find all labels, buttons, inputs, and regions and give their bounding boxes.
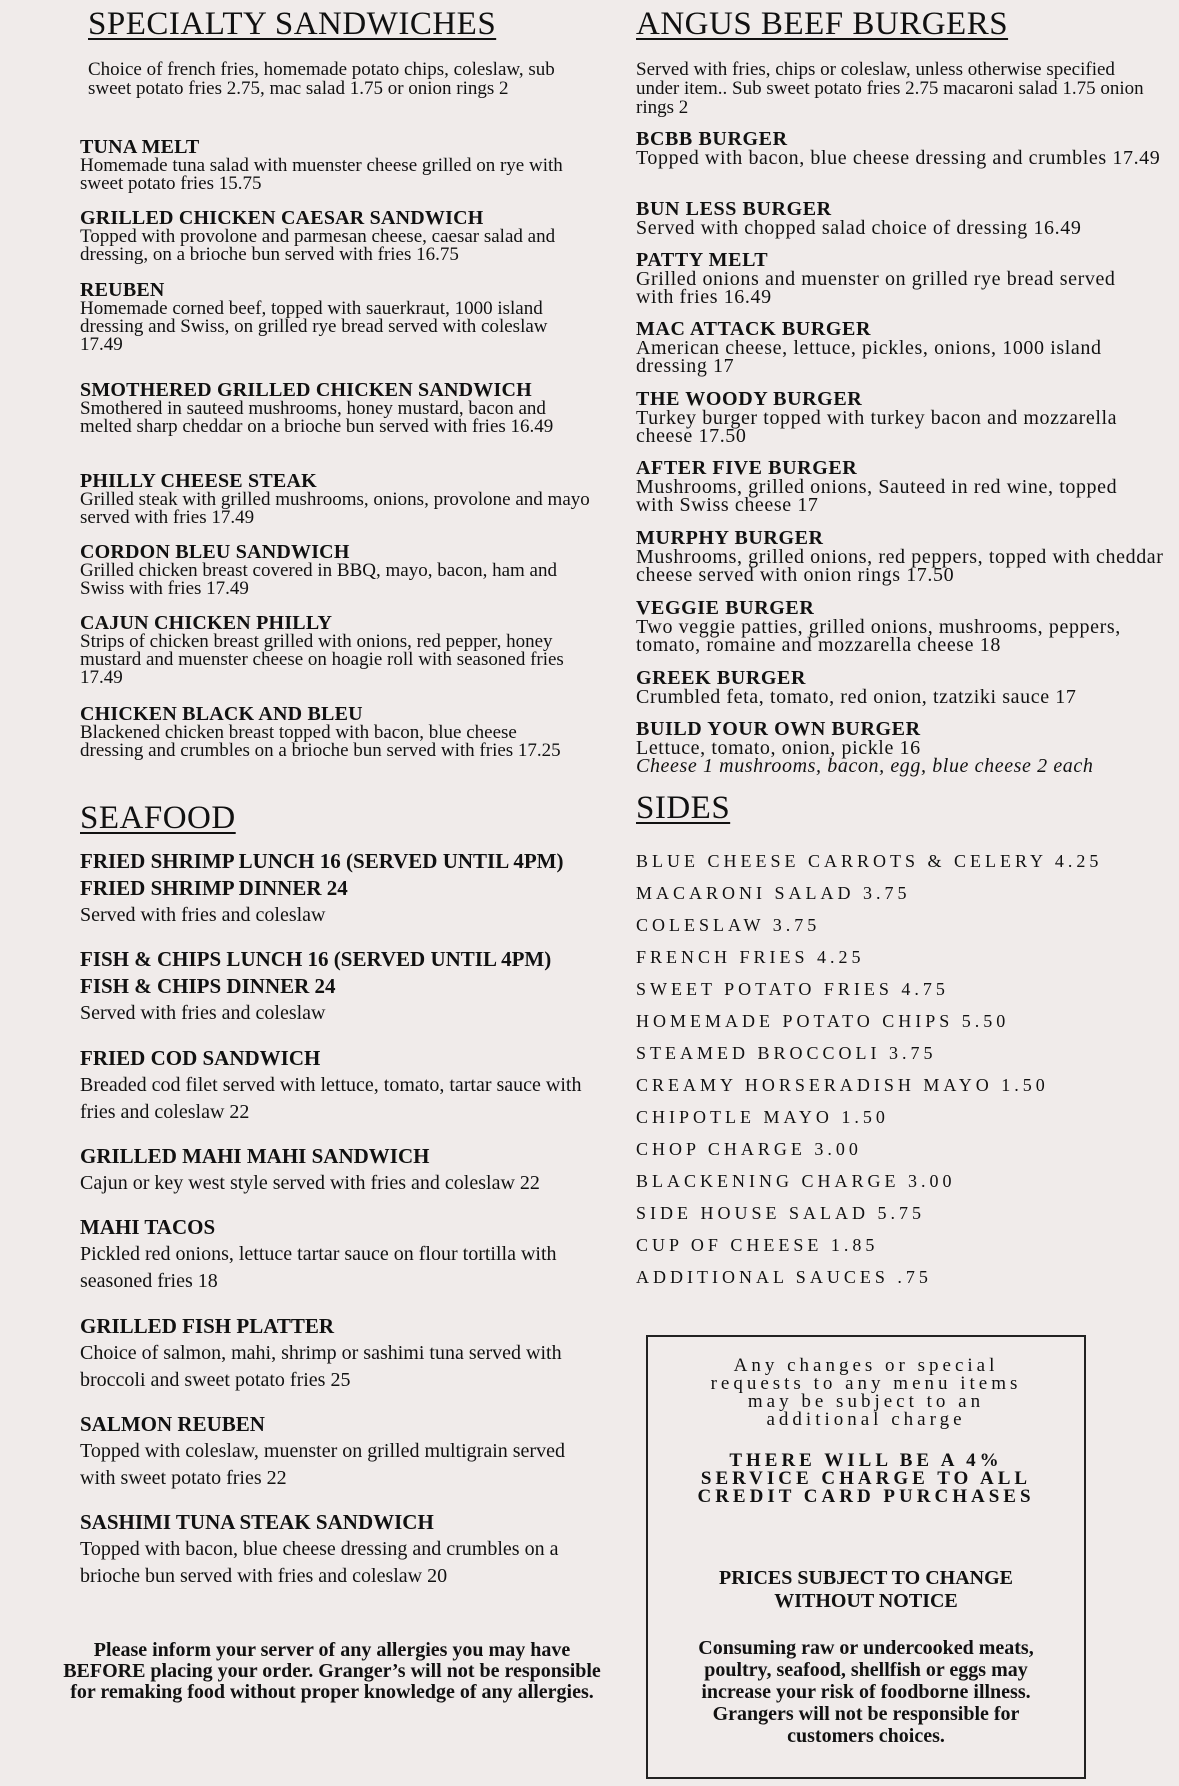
seafood-item [80, 1045, 590, 1126]
side-item: CUP OF CHEESE 1.85 [636, 1235, 879, 1255]
item-desc: Pickled red onions, lettuce tartar sauce on flour tortilla with seasoned fries 18 [80, 1243, 557, 1292]
item-name: SASHIMI TUNA STEAK SANDWICH [80, 1510, 434, 1534]
item-desc: Homemade corned beef, topped with sauerkraut, 1000 island dressing and Swiss, on grilled rye bread served with coleslaw 17.49 [80, 298, 548, 355]
allergy-note: Please inform your server of any allergies you may have BEFORE placing your order. Granger’s will not be responsible for remaking food without proper knowledge of any allergies. [63, 1639, 601, 1703]
item-name: PATTY MELT [636, 249, 769, 271]
item-name: SALMON REUBEN [80, 1412, 265, 1436]
item-desc: Topped with coleslaw, muenster on grilled multigrain served with sweet potato fries 22 [80, 1440, 565, 1489]
side-item: STEAMED BROCCOLI 3.75 [636, 1043, 937, 1063]
burger-item [636, 320, 1176, 375]
burger-item [636, 599, 1176, 654]
seafood-item [80, 1313, 570, 1394]
specialty-sandwiches-heading: SPECIALTY SANDWICHES [88, 6, 497, 42]
item-desc: Two veggie patties, grilled onions, mushrooms, peppers, tomato, romaine and mozzarella cheese 18 [636, 616, 1121, 656]
item-name: GRILLED MAHI MAHI SANDWICH [80, 1144, 430, 1168]
seafood-item [80, 848, 620, 929]
specialty-item [80, 471, 600, 527]
service-charge-notice: THERE WILL BE A 4% SERVICE CHARGE TO ALL CREDIT CARD PURCHASES [697, 1450, 1035, 1507]
burger-item [636, 200, 1176, 237]
item-name: FISH & CHIPS LUNCH 16 (SERVED UNTIL 4PM) [80, 947, 552, 971]
specialty-item [80, 208, 570, 264]
seafood-item [80, 1214, 570, 1295]
raw-food-warning: Consuming raw or undercooked meats, poultry, seafood, shellfish or eggs may increase your risk of foodborne illness. Grangers will not be responsible for customers choices. [698, 1637, 1034, 1747]
side-item: SWEET POTATO FRIES 4.75 [636, 979, 949, 999]
item-name: TUNA MELT [80, 136, 200, 158]
item-desc: Turkey burger topped with turkey bacon and mozzarella cheese 17.50 [636, 407, 1118, 447]
item-name: GRILLED CHICKEN CAESAR SANDWICH [80, 207, 484, 229]
item-desc: Topped with bacon, blue cheese dressing and crumbles 17.49 [636, 147, 1161, 169]
seafood-item [80, 946, 620, 1027]
item-name: PHILLY CHEESE STEAK [80, 470, 317, 492]
angus-burgers-heading: ANGUS BEEF BURGERS [636, 6, 1009, 42]
burgers-intro: Served with fries, chips or coleslaw, unless otherwise specified under item.. Sub sweet potato fries 2.75 macaroni salad 1.75 onion rings 2 [636, 59, 1144, 118]
item-name: VEGGIE BURGER [636, 597, 815, 619]
item-name: CORDON BLEU SANDWICH [80, 541, 350, 563]
burger-item [636, 459, 1156, 514]
side-item: ADDITIONAL SAUCES .75 [636, 1267, 932, 1287]
seafood-heading: SEAFOOD [80, 800, 236, 836]
item-desc: Cajun or key west style served with fries and coleslaw 22 [80, 1172, 540, 1194]
item-desc: Homemade tuna salad with muenster cheese grilled on rye with sweet potato fries 15.75 [80, 155, 563, 194]
side-item: HOMEMADE POTATO CHIPS 5.50 [636, 1011, 1010, 1031]
item-name: MURPHY BURGER [636, 527, 824, 549]
item-desc: Mushrooms, grilled onions, red peppers, topped with cheddar cheese served with onion rings 17.50 [636, 546, 1164, 586]
item-name: FRIED SHRIMP LUNCH 16 (SERVED UNTIL 4PM) [80, 849, 564, 873]
item-desc: Grilled steak with grilled mushrooms, onions, provolone and mayo served with fries 17.49 [80, 489, 590, 528]
item-desc: Lettuce, tomato, onion, pickle 16 [636, 737, 921, 759]
item-desc: Grilled onions and muenster on grilled rye bread served with fries 16.49 [636, 268, 1116, 308]
specialty-item [80, 380, 580, 436]
item-name: AFTER FIVE BURGER [636, 457, 858, 479]
side-item: CHOP CHARGE 3.00 [636, 1139, 862, 1159]
item-name: FRIED COD SANDWICH [80, 1046, 321, 1070]
item-desc: Blackened chicken breast topped with bacon, blue cheese dressing and crumbles on a brioche bun served with fries 17.25 [80, 722, 561, 761]
item-name: GRILLED FISH PLATTER [80, 1314, 334, 1338]
specialty-item [80, 137, 580, 193]
item-name: MAHI TACOS [80, 1215, 216, 1239]
item-name: FISH & CHIPS DINNER 24 [80, 974, 336, 998]
specialty-item [80, 542, 580, 598]
side-item: MACARONI SALAD 3.75 [636, 883, 911, 903]
seafood-item [80, 1411, 570, 1492]
item-desc: Topped with bacon, blue cheese dressing and crumbles on a brioche bun served with fries and coleslaw 20 [80, 1538, 559, 1587]
sides-list [636, 845, 1179, 1293]
item-desc: Grilled chicken breast covered in BBQ, mayo, bacon, ham and Swiss with fries 17.49 [80, 560, 557, 599]
burger-item [636, 529, 1176, 584]
item-desc: Topped with provolone and parmesan cheese, caesar salad and dressing, on a brioche bun served with fries 16.75 [80, 226, 556, 265]
burger-item [636, 130, 1166, 167]
item-desc: Smothered in sauteed mushrooms, honey mustard, bacon and melted sharp cheddar on a brioche bun served with fries 16.49 [80, 398, 554, 437]
side-item: BLACKENING CHARGE 3.00 [636, 1171, 956, 1191]
sides-heading: SIDES [636, 790, 731, 826]
item-name: THE WOODY BURGER [636, 388, 863, 410]
side-item: CREAMY HORSERADISH MAYO 1.50 [636, 1075, 1049, 1095]
specialty-intro: Choice of french fries, homemade potato chips, coleslaw, sub sweet potato fries 2.75, mac salad 1.75 or onion rings 2 [88, 59, 555, 99]
item-desc: Served with fries and coleslaw [80, 904, 326, 926]
burger-item [636, 720, 1176, 775]
prices-notice: PRICES SUBJECT TO CHANGE WITHOUT NOTICE [719, 1567, 1013, 1612]
item-name: CAJUN CHICKEN PHILLY [80, 612, 333, 634]
item-name: BCBB BURGER [636, 128, 788, 150]
side-item: FRENCH FRIES 4.25 [636, 947, 865, 967]
item-name: CHICKEN BLACK AND BLEU [80, 703, 363, 725]
notice-box [646, 1335, 1086, 1779]
item-name: BUILD YOUR OWN BURGER [636, 718, 921, 740]
item-name: MAC ATTACK BURGER [636, 318, 872, 340]
side-item: BLUE CHEESE CARROTS & CELERY 4.25 [636, 851, 1103, 871]
specialty-item [80, 613, 580, 687]
item-desc: Choice of salmon, mahi, shrimp or sashimi tuna served with broccoli and sweet potato fries 25 [80, 1342, 562, 1391]
burger-item [636, 390, 1156, 445]
seafood-item [80, 1143, 620, 1197]
item-name: GREEK BURGER [636, 667, 807, 689]
side-item: SIDE HOUSE SALAD 5.75 [636, 1203, 926, 1223]
item-name: FRIED SHRIMP DINNER 24 [80, 876, 348, 900]
item-name: SMOTHERED GRILLED CHICKEN SANDWICH [80, 379, 532, 401]
item-desc: Crumbled feta, tomato, red onion, tzatziki sauce 17 [636, 686, 1077, 708]
specialty-item [80, 280, 580, 354]
side-item: COLESLAW 3.75 [636, 915, 821, 935]
seafood-item [80, 1509, 610, 1590]
item-desc: Served with fries and coleslaw [80, 1002, 326, 1024]
side-item: CHIPOTLE MAYO 1.50 [636, 1107, 889, 1127]
burger-item [636, 669, 1176, 706]
item-desc: Breaded cod filet served with lettuce, tomato, tartar sauce with fries and coleslaw 22 [80, 1074, 582, 1123]
menu-page [12, 0, 1177, 1786]
changes-notice: Any changes or special requests to any menu items may be subject to an additional charge [710, 1355, 1022, 1430]
item-desc: Strips of chicken breast grilled with onions, red pepper, honey mustard and muenster cheese on hoagie roll with seasoned fries 17.49 [80, 631, 564, 688]
item-desc: Served with chopped salad choice of dressing 16.49 [636, 217, 1082, 239]
item-desc: Mushrooms, grilled onions, Sauteed in red wine, topped with Swiss cheese 17 [636, 476, 1118, 516]
item-name: BUN LESS BURGER [636, 198, 832, 220]
item-extra: Cheese 1 mushrooms, bacon, egg, blue cheese 2 each [636, 755, 1094, 777]
item-name: REUBEN [80, 279, 165, 301]
burger-item [636, 251, 1156, 306]
item-desc: American cheese, lettuce, pickles, onions, 1000 island dressing 17 [636, 337, 1102, 377]
specialty-item [80, 704, 580, 760]
